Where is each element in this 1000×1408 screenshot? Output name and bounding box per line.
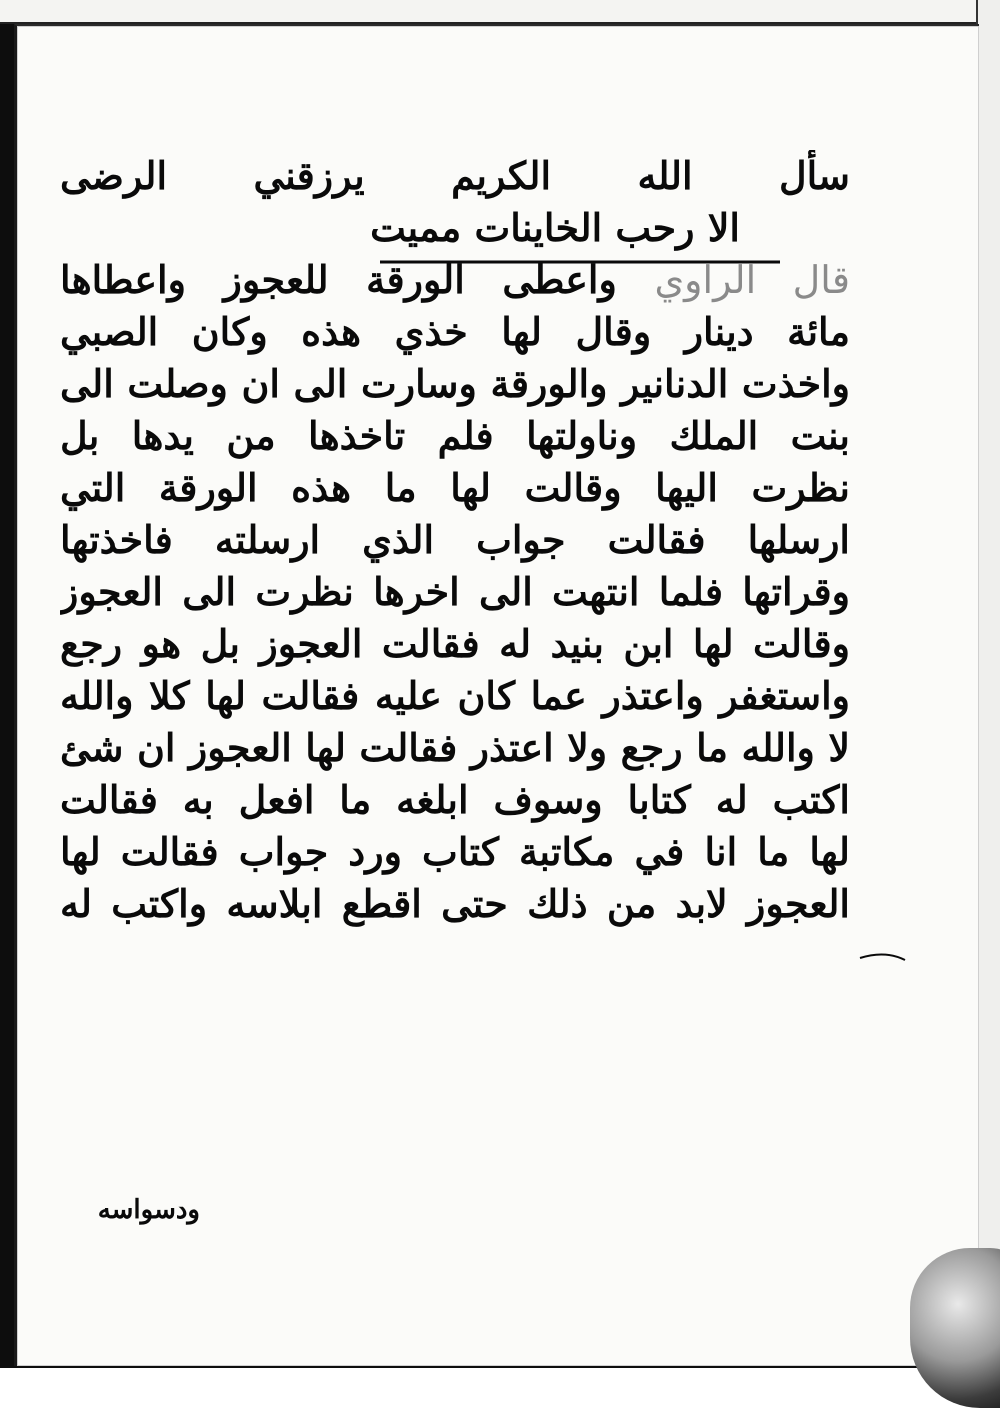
page-top-edge bbox=[0, 0, 1000, 24]
text-line: الا رحب الخاينات مميت bbox=[370, 205, 740, 250]
catchword: ودسواسه bbox=[97, 1195, 200, 1225]
page-right-edge bbox=[976, 0, 1000, 1368]
text-line: واخذت الدنانير والورقة وسارت الى ان وصلت الى bbox=[60, 361, 850, 406]
text-line bbox=[60, 254, 850, 306]
text-line: مائة دينار وقال لها خذي هذه وكان الصبي bbox=[60, 309, 850, 354]
text-line: اكتب له كتابا وسوف ابلغه ما افعل به فقالت bbox=[60, 777, 850, 822]
text-line: بنت الملك وناولتها فلم تاخذها من يدها بل bbox=[60, 413, 850, 458]
text-line: العجوز لابد من ذلك حتى اقطع ابلاسه واكتب له bbox=[60, 881, 850, 926]
text-line: واستغفر واعتذر عما كان عليه فقالت لها كلا والله bbox=[60, 673, 850, 718]
thumb-in-frame bbox=[910, 1248, 1000, 1408]
text-line: ارسلها فقالت جواب الذي ارسلته فاخذتها bbox=[60, 517, 850, 562]
text-line: نظرت اليها وقالت لها ما هذه الورقة التي bbox=[60, 465, 850, 510]
text-line: وقراتها فلما انتهت الى اخرها نظرت الى العجوز bbox=[60, 569, 850, 614]
text-line: وقالت لها ابن بنيد له فقالت العجوز بل هو رجع bbox=[60, 621, 850, 666]
text-line: لا والله ما رجع ولا اعتذر فقالت لها العجوز ان شئ bbox=[60, 725, 850, 770]
rubric-heading: قال الراوي bbox=[654, 258, 850, 302]
manuscript-text bbox=[60, 150, 850, 930]
text-line: سأل الله الكريم يرزقني الرضى bbox=[60, 153, 850, 198]
text-line: لها ما انا في مكاتبة كتاب ورد جواب فقالت لها bbox=[60, 829, 850, 874]
text-line-rest: واعطى الورقة للعجوز واعطاها bbox=[60, 257, 617, 302]
